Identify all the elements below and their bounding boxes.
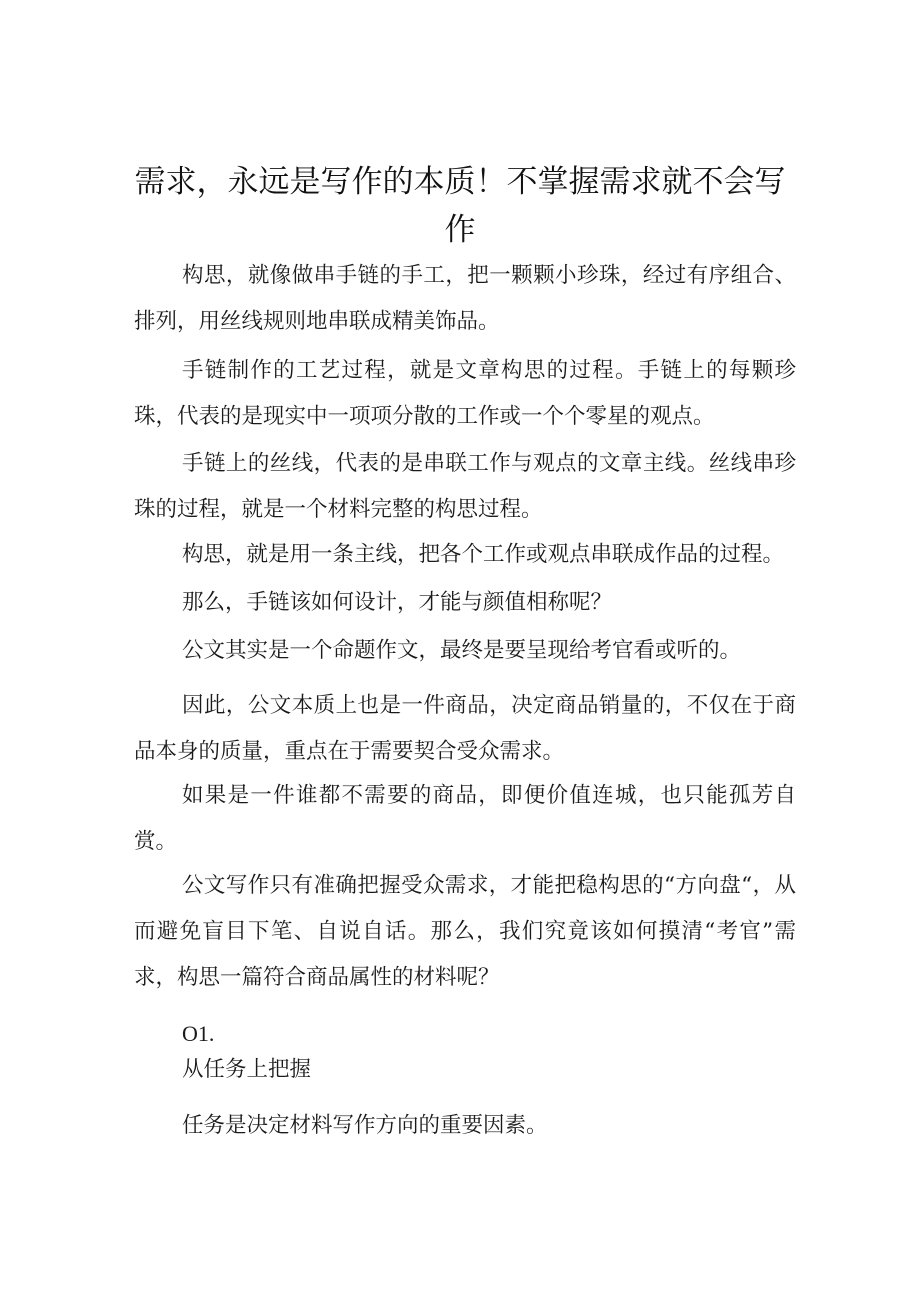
paragraph-2: 手链制作的工艺过程，就是文章构思的过程。手链上的每颗珍珠，代表的是现实中一项项分散的工作或一个个零星的观点。 xyxy=(134,358,796,429)
paragraph-4: 构思，就是用一条主线，把各个工作或观点串联成作品的过程。 xyxy=(182,542,785,567)
section-heading: 从任务上把握 xyxy=(182,1057,312,1082)
paragraph-8: 如果是一件谁都不需要的商品，即便价值连城，也只能孤芳自赏。 xyxy=(134,783,796,854)
paragraph-7: 因此，公文本质上也是一件商品，决定商品销量的，不仅在于商品本身的质量，重点在于需要契合受众需求。 xyxy=(134,693,796,764)
paragraph-1: 构思，就像做串手链的手工，把一颗颗小珍珠，经过有序组合、排列，用丝线规则地串联成精美饰品。 xyxy=(134,263,796,334)
paragraph-9: 公文写作只有准确把握受众需求，才能把稳构思的“方向盘“，从而避免盲目下笔、自说自话。那么，我们究竟该如何摸清“考官”需求，构思一篇符合商品属性的材料呢？ xyxy=(134,873,796,990)
section-number: O1. xyxy=(182,1021,215,1046)
paragraph-3: 手链上的丝线，代表的是串联工作与观点的文章主线。丝线串珍珠的过程，就是一个材料完整的构思过程。 xyxy=(134,451,796,522)
paragraph-12: 任务是决定材料写作方向的重要因素。 xyxy=(182,1113,548,1138)
page-title: 需求，永远是写作的本质！不掌握需求就不会写作 xyxy=(134,164,786,248)
paragraph-5: 那么，手链该如何设计，才能与颜值相称呢？ xyxy=(182,590,613,615)
paragraph-6: 公文其实是一个命题作文，最终是要呈现给考官看或听的。 xyxy=(182,638,742,663)
